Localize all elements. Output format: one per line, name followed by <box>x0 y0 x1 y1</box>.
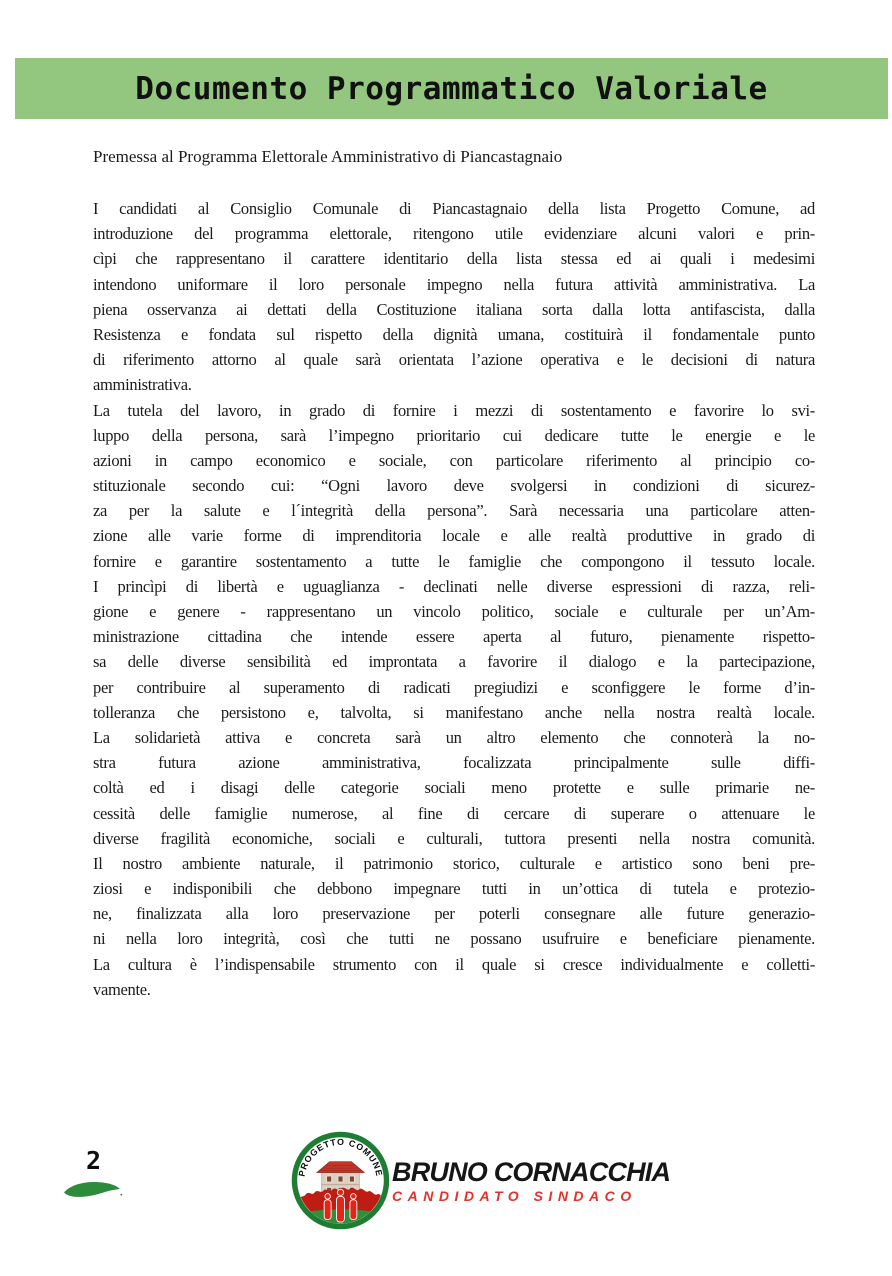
document-subtitle: Premessa al Programma Elettorale Amministrativo di Piancastagnaio <box>93 147 563 166</box>
text-line: La cultura è l’indispensabile strumento con il quale si cresce individualmente e colletti- <box>93 954 815 974</box>
candidate-role: CANDIDATO SINDACO <box>392 1188 637 1204</box>
candidate-name: BRUNO CORNACCHIA <box>392 1157 671 1187</box>
text-line: La solidarietà attiva e concreta sarà un altro elemento che connoterà la no- <box>93 727 815 747</box>
document-body <box>93 196 815 1002</box>
text-line: vamente. <box>93 979 151 999</box>
text-line: ministrazione cittadina che intende essere aperta al futuro, pienamente rispetto- <box>93 627 815 647</box>
text-line: La tutela del lavoro, in grado di fornire i mezzi di sostentamento e favorire lo svi- <box>93 400 815 420</box>
text-line: Resistenza e fondata sul rispetto della dignità umana, costituirà il fondamentale punto <box>93 324 815 344</box>
text-line: Il nostro ambiente naturale, il patrimonio storico, culturale e artistico sono beni pre- <box>93 853 815 873</box>
text-line: per contribuire al superamento di radicati pregiudizi e sconfiggere le forme d’in- <box>93 677 815 697</box>
text-line: ne, finalizzata alla loro preservazione per poterli consegnare alle future generazio- <box>93 904 815 924</box>
text-line: introduzione del programma elettorale, ritengono utile evidenziare alcuni valori e prin- <box>93 224 815 244</box>
text-line: coltà ed i disagi delle categorie sociali meno protette e sulle primarie ne- <box>93 778 815 798</box>
text-line: amministrativa. <box>93 375 192 395</box>
text-line: za per la salute e l´integrità della persona”. Sarà necessaria una particolare atten- <box>93 501 815 521</box>
text-line: cìpi che rappresentano il carattere identitario della lista stessa ed ai quali i medesimi <box>93 249 815 269</box>
text-line: zione alle varie forme di imprenditoria locale e alle realtà produttive in grado di <box>93 526 815 546</box>
foreground-figures <box>324 1189 357 1222</box>
text-line: luppo della persona, sarà l’impegno prioritario cui dedicare tutte le energie e le <box>93 425 815 445</box>
text-line: tolleranza che persistono e, talvolta, si manifestano anche nella nostra realtà locale. <box>93 702 815 722</box>
text-line: azioni in campo economico e sociale, con particolare riferimento al principio co- <box>93 450 815 470</box>
text-line: ni nella loro integrità, così che tutti ne possano usufruire e beneficiare pienamente. <box>93 929 815 949</box>
logo-arc-text: PROGETTO COMUNE <box>296 1136 385 1178</box>
progetto-comune-logo <box>291 1131 390 1230</box>
text-line: I candidati al Consiglio Comunale di Piancastagnaio della lista Progetto Comune, ad <box>93 199 815 218</box>
text-line: di riferimento attorno al quale sarà orientata l’azione operativa e le decisioni di natura <box>93 350 815 370</box>
text-line: stituzionale secondo cui: “Ogni lavoro deve svolgersi in condizioni di sicurez- <box>93 476 815 496</box>
page-number: 2 <box>86 1146 102 1175</box>
text-line: gione e genere - rappresentano un vincolo politico, sociale e culturale per un’Am- <box>93 602 815 621</box>
title-bar <box>15 58 888 119</box>
text-line: cessità delle famiglie numerose, al fine di cercare di superare o attenuare le <box>93 803 815 823</box>
page-title: Documento Programmatico Valoriale <box>135 70 768 107</box>
candidate-block <box>392 1159 670 1203</box>
text-line: fornire e garantire sostentamento a tutte le famiglie che compongono il tessuto locale. <box>93 551 815 571</box>
text-line: I princìpi di libertà e uguaglianza - declinati nelle diverse espressioni di razza, reli- <box>93 576 815 596</box>
text-line: sa delle diverse sensibilità ed improntata a favorire il dialogo e la partecipazione, <box>93 652 815 672</box>
text-line: piena osservanza ai dettati della Costituzione italiana sorta dalla lotta antifascista, dalla <box>93 299 815 319</box>
text-line: ziosi e indisponibili che debbono impegnare tutti in un’ottica di tutela e protezio- <box>93 879 815 899</box>
text-line: intendono uniformare il loro personale impegno nella futura attività amministrativa. La <box>93 274 815 294</box>
text-line: diverse fragilità economiche, sociali e culturali, tuttora presenti nella nostra comunità. <box>93 828 815 848</box>
brush-stroke-icon <box>63 1177 125 1202</box>
text-line: stra futura azione amministrativa, focalizzata principalmente sulle diffi- <box>93 753 815 773</box>
